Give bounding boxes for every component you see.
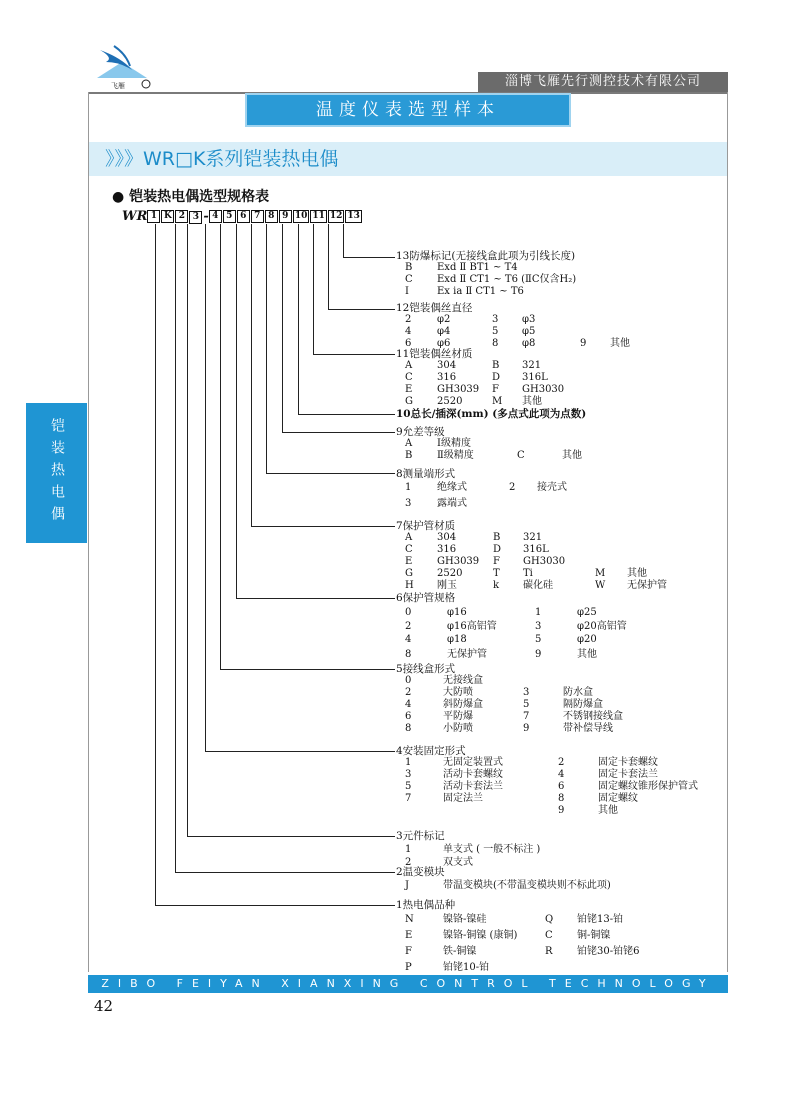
list-item-desc: 铁-铜镍 [443,946,477,957]
list-item-desc [443,805,558,817]
group-11-head: 11铠装偶丝材质 [396,348,473,360]
list-item-desc: 镍铬-镍硅 [443,914,487,925]
group-7-head: 7保护管材质 [396,520,456,532]
list-item-code: 3 [405,498,412,509]
list-item-code: 8 [558,793,565,804]
group-8-head: 8测量端形式 [396,468,456,480]
list-item-desc: φ20 [577,633,597,645]
list-item-desc: φ5 [522,326,536,337]
list-item-desc: 平防爆 [443,711,473,722]
list-item-code: 2 [405,687,412,698]
list-item-code [396,805,443,817]
list-item-desc: 无接线盒 [443,675,483,686]
list-item-desc: 316 [437,372,457,383]
list-item-code: 1 [405,757,412,768]
list-item-code: 4 [405,326,412,337]
list-item-desc: 活动卡套螺纹 [443,769,503,780]
list-item-code: C [517,450,525,461]
logo-text: 飞雁 [111,82,125,90]
group-13-head: 13防爆标记(无接线盒此项为引线长度) [396,250,576,262]
list-item-code: D [492,372,501,383]
list-item-desc: 304 [437,532,457,543]
group-11 [396,348,564,408]
list-item-code: A [405,532,413,543]
list-item-desc: 固定法兰 [443,793,483,804]
list-item-code: 9 [535,649,542,660]
connector-6-h [236,598,395,599]
list-item-code: F [405,946,412,957]
list-item-code: 1 [535,606,542,618]
list-item-code [595,532,627,544]
list-item-code: 3 [523,687,530,698]
list-item-code: B [405,450,413,461]
group-2 [396,866,611,892]
list-item-desc: 绝缘式 [437,482,467,493]
connector-5 [220,224,221,670]
list-item-code: 4 [405,633,412,645]
list-item-code: 9 [558,805,565,816]
list-item-desc: Ex ia Ⅱ CT1 ~ T6 [437,286,524,297]
list-item-code: 2 [405,621,412,632]
list-item-code: 2 [405,314,412,325]
side-tab: 铠装热电偶 [26,403,87,543]
table-title: ● 铠装热电偶选型规格表 [112,189,270,205]
group-12 [396,302,630,350]
list-item-code: 2 [509,482,516,493]
group-9-head: 9允差等级 [396,426,445,438]
list-item-desc: 镍铬-铜镍 (康铜) [443,930,518,941]
list-item-desc: φ6 [437,338,451,349]
connector-2 [175,224,176,873]
list-item-desc: 316 [437,544,457,555]
group-3-head: 3元件标记 [396,830,445,842]
group-6-head: 6保护管规格 [396,592,456,604]
list-item-code: 2 [405,857,412,868]
list-item-desc: 单支式 ( 一般不标注 ) [443,844,541,855]
list-item-code: B [493,532,501,543]
list-item-code: 0 [405,606,412,618]
list-item-code: 8 [405,723,412,734]
code-box-13: 13 [347,211,360,221]
connector-12-h [328,309,395,310]
connector-1 [155,224,156,906]
connector-1-h [155,905,395,906]
connector-7 [251,224,252,527]
list-item-desc: 316L [523,544,549,555]
code-box-11: 11 [312,211,325,221]
list-item-code: 5 [405,781,412,792]
model-code [122,209,363,224]
list-item-code: P [405,962,412,973]
list-item-desc: Ⅱ级精度 [437,450,474,461]
group-10-head: 10总长/插深(mm) (多点式此项为点数) [396,408,587,420]
connector-2-h [175,872,395,873]
list-item-code [517,438,562,450]
list-item-desc: GH3039 [437,384,480,395]
list-item-desc: 斜防爆盒 [443,699,483,710]
list-item-code: 6 [558,781,565,792]
list-item-code: H [405,580,414,591]
footer-bar: ZIBO FEIYAN XIANXING CONTROL TECHNOLOGY CO.,LTD [88,975,728,993]
connector-4-h [205,751,395,752]
list-item-code: M [492,396,503,407]
list-item-desc: 刚玉 [437,580,457,591]
list-item-desc: 无固定装置式 [443,757,503,768]
list-item-code: 8 [405,649,412,660]
code-box-3: 3 [189,211,202,224]
list-item-code: 5 [492,326,499,337]
list-item-desc: φ20高铝管 [577,621,627,632]
frame-right [727,92,728,972]
group-7 [396,520,667,592]
code-box-1: 1 [147,210,160,223]
list-item-code: 1 [405,482,412,493]
list-item-desc: φ16 [447,606,467,618]
connector-9 [282,224,283,433]
connector-10 [298,224,299,415]
section-title: 》》》WR□K系列铠装热电偶 [105,148,339,170]
list-item-code: 1 [405,844,412,855]
list-item-code: C [405,372,413,383]
list-item-desc: 铂铑30-铂铑6 [577,946,640,957]
connector-10-h [298,414,395,415]
connector-13-h [343,257,395,258]
list-item-code: D [493,544,502,555]
list-item-desc: Exd Ⅱ BT1 ~ T4 [437,262,518,273]
connector-3-h [187,836,395,837]
list-item-desc: 活动卡套法兰 [443,781,503,792]
connector-13 [343,224,344,258]
list-item-desc: GH3030 [522,384,565,395]
group-3 [396,830,540,869]
list-item-desc: 304 [437,360,457,371]
list-item-desc: 316L [522,372,548,383]
group-8 [396,467,567,511]
group-10 [396,408,586,420]
code-box-2: 2 [175,210,188,223]
page-title: 温度仪表选型样本 [245,93,571,127]
list-item-desc: 防水盒 [563,687,593,698]
list-item-code [595,556,627,568]
list-item-code: T [493,568,500,579]
list-item-desc: 固定螺纹锥形保护管式 [598,781,698,792]
list-item-code: E [405,556,413,567]
list-item-code: 3 [405,769,412,780]
list-item-code [595,544,627,556]
list-item-desc: φ8 [522,338,536,349]
list-item-desc: φ4 [437,326,451,337]
list-item-desc: GH3039 [437,556,480,567]
group-4-head: 4安装固定形式 [396,745,466,757]
list-item-code [523,675,563,687]
list-item-code: 6 [405,338,412,349]
list-item-code: W [595,580,606,591]
list-item-code: C [405,274,413,285]
list-item-desc: 隔防爆盒 [563,699,603,710]
list-item-desc: 其他 [522,396,542,407]
list-item-desc: 2520 [437,568,463,579]
group-9 [396,426,582,462]
list-item-code: B [405,262,413,273]
list-item-desc: 碳化硅 [523,580,553,591]
list-item-code: J [405,880,410,891]
connector-12 [328,224,329,310]
connector-7-h [251,526,395,527]
code-box-k: K [161,210,174,223]
list-item-code: N [405,914,414,925]
list-item-code: 9 [523,723,530,734]
connector-11-h [313,354,395,355]
code-prefix: WR [122,209,148,224]
list-item-code: k [493,580,500,591]
list-item-code: 5 [535,633,542,645]
list-item-desc: 双支式 [443,857,473,868]
list-item-code: G [405,568,413,579]
list-item-desc: Ti [523,568,533,579]
code-box-6: 6 [237,210,250,223]
list-item-desc: Exd Ⅱ CT1 ~ T6 (ⅡC仅含H₂) [437,274,577,285]
list-item-desc: 无保护管 [627,580,667,591]
connector-6 [236,224,237,599]
list-item-code: A [405,360,413,371]
list-item-code: 3 [492,314,499,325]
list-item-desc: 321 [522,360,542,371]
connector-11 [313,224,314,355]
code-box-10: 10 [294,211,308,221]
list-item-desc: 其他 [627,568,647,579]
connector-3 [187,224,188,837]
list-item-desc: 露端式 [437,498,467,509]
list-item-desc: Ⅰ级精度 [437,438,471,449]
list-item-code: 4 [558,769,565,780]
group-5 [396,663,623,735]
page-number: 42 [94,997,114,1015]
group-13 [396,250,576,298]
list-item-code: 9 [580,338,587,349]
list-item-code: M [595,568,606,579]
connector-8-h [266,473,395,474]
list-item-code: 3 [535,621,542,632]
group-4 [396,745,698,817]
list-item-desc: φ25 [577,606,597,618]
connector-5-h [220,669,395,670]
code-box-12: 12 [329,211,343,221]
code-box-9: 9 [279,210,292,223]
list-item-desc: 其他 [610,338,630,349]
list-item-code: Q [545,914,554,925]
list-item-desc: 带温变模块(不带温变模块则不标此项) [443,880,611,891]
connector-9-h [282,432,395,433]
company-name: 淄博飞雁先行测控技术有限公司 [478,72,728,92]
group-6 [396,592,627,662]
code-box-4: 4 [209,210,222,223]
list-item-desc: 不锈钢接线盒 [563,711,623,722]
list-item-code: 7 [523,711,530,722]
list-item-desc: 接壳式 [537,482,567,493]
list-item-code: E [405,384,413,395]
list-item-desc: 大防喷 [443,687,473,698]
code-box-5: 5 [223,210,236,223]
list-item-code: F [493,556,500,567]
group-2-head: 2温变模块 [396,866,445,878]
list-item-code: 6 [405,711,412,722]
list-item-code: A [405,438,413,449]
list-item-code: 2 [558,757,565,768]
list-item-desc: 铂铑13-铂 [577,914,624,925]
list-item-code: 4 [405,699,412,710]
list-item-code: 8 [492,338,499,349]
list-item-desc: 固定卡套螺纹 [598,757,658,768]
list-item-code: R [545,946,553,957]
list-item-desc: 带补偿导线 [563,723,613,734]
list-item-desc: 其他 [577,649,597,660]
group-1 [396,899,639,976]
list-item-desc: φ16高铝管 [447,621,497,632]
code-box-8: 8 [265,210,278,223]
list-item-desc: 铜-铜镍 [577,930,611,941]
frame-left [88,92,89,972]
list-item-desc: GH3030 [523,556,566,567]
code-box-7: 7 [251,210,264,223]
list-item-code: F [492,384,499,395]
list-item-code: B [492,360,500,371]
group-12-head: 12铠装偶丝直径 [396,302,473,314]
list-item-code: 7 [405,793,412,804]
list-item-code: E [405,930,413,941]
list-item-desc: 2520 [437,396,463,407]
list-item-desc: φ3 [522,314,536,325]
list-item-code: 0 [405,675,412,686]
connector-8 [266,224,267,474]
list-item-desc: 其他 [598,805,618,816]
list-item-code: C [405,544,413,555]
list-item-desc: φ18 [447,633,467,645]
list-item-desc: 其他 [562,450,582,461]
list-item-code: I [405,286,409,297]
group-1-head: 1热电偶品种 [396,899,456,911]
list-item-code: C [545,930,553,941]
list-item-desc: φ2 [437,314,451,325]
code-dash: - [203,209,209,224]
list-item-code: G [405,396,413,407]
list-item-desc: 铂铑10-铂 [443,962,490,973]
company-logo [92,40,152,90]
group-5-head: 5接线盒形式 [396,663,456,675]
list-item-code: 5 [523,699,530,710]
list-item-desc: 固定螺纹 [598,793,638,804]
list-item-desc: 固定卡套法兰 [598,769,658,780]
list-item-desc: 321 [523,532,543,543]
list-item-desc: 小防喷 [443,723,473,734]
list-item-desc: 无保护管 [447,649,487,660]
connector-4 [205,224,206,752]
